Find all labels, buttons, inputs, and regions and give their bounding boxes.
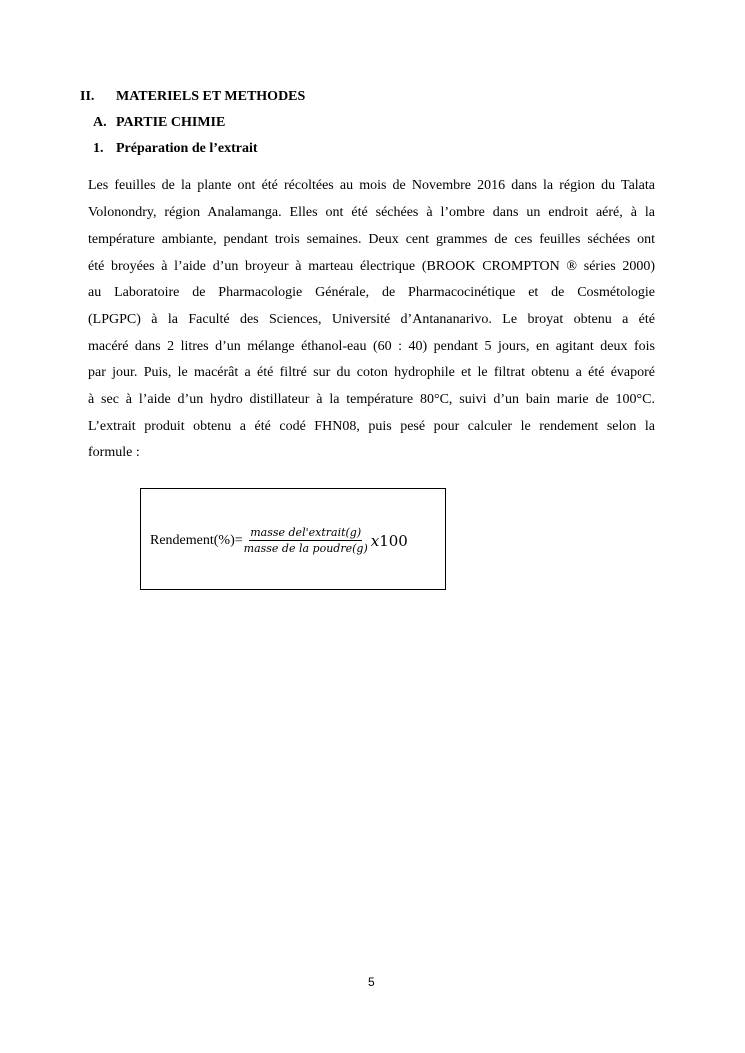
formula-factor: 100 xyxy=(379,531,408,550)
formula-times: x xyxy=(370,531,380,550)
paragraph-line xyxy=(88,178,655,194)
paragraph-line xyxy=(88,445,655,461)
line-text: Volonondry, région Analamanga. Elles ont été séchées à l’ombre dans un endroit aéré, à la xyxy=(88,205,655,220)
paragraph-line xyxy=(88,232,655,248)
paragraph-line xyxy=(88,259,655,275)
formula-lhs: Rendement(%)= xyxy=(150,532,243,548)
yield-formula xyxy=(150,526,408,555)
page-number: 5 xyxy=(368,975,375,989)
paragraph-line xyxy=(88,285,655,301)
line-text: au Laboratoire de Pharmacologie Générale, de Pharmacocinétique et de Cosmétologie xyxy=(88,285,655,300)
formula-denominator: masse de la poudre(g) xyxy=(243,542,368,555)
paragraph-line xyxy=(88,419,655,435)
paragraph-line xyxy=(88,365,655,381)
subsection-number: A. xyxy=(93,115,107,130)
section-number: II. xyxy=(80,89,95,104)
paragraph-line xyxy=(88,205,655,221)
formula-box xyxy=(140,488,446,590)
formula-fraction xyxy=(244,526,368,555)
line-text: été broyées à l’aide d’un broyeur à marteau électrique (BROOK CROMPTON ® séries 2000) xyxy=(88,259,655,274)
line-text: (LPGPC) à la Faculté des Sciences, Université d’Antananarivo. Le broyat obtenu a été xyxy=(88,312,655,327)
subsubsection-title: Préparation de l’extrait xyxy=(116,141,258,156)
paragraph-line xyxy=(88,339,655,355)
paragraph-line xyxy=(88,312,655,328)
formula-multiplier xyxy=(371,532,408,550)
line-text: formule : xyxy=(88,445,140,460)
line-text: à sec à l’aide d’un hydro distillateur à la température 80°C, suivi d’un bain marie de 100°C. xyxy=(88,392,655,407)
paragraph-line xyxy=(88,392,655,408)
line-text: température ambiante, pendant trois semaines. Deux cent grammes de ces feuilles séchées ont xyxy=(88,232,655,247)
section-title: MATERIELS ET METHODES xyxy=(116,89,306,104)
subsubsection-number: 1. xyxy=(93,141,104,156)
line-text: macéré dans 2 litres d’un mélange éthanol-eau (60 : 40) pendant 5 jours, en agitant deux fois xyxy=(88,339,655,354)
line-text: par jour. Puis, le macérât a été filtré sur du coton hydrophile et le filtrat obtenu a été évaporé xyxy=(88,365,655,380)
line-text: Les feuilles de la plante ont été récoltées au mois de Novembre 2016 dans la région du Talata xyxy=(88,178,655,193)
subsection-title: PARTIE CHIMIE xyxy=(116,115,226,130)
line-text: L’extrait produit obtenu a été codé FHN08, puis pesé pour calculer le rendement selon la xyxy=(88,419,655,434)
formula-numerator: masse del'extrait(g) xyxy=(250,526,362,539)
